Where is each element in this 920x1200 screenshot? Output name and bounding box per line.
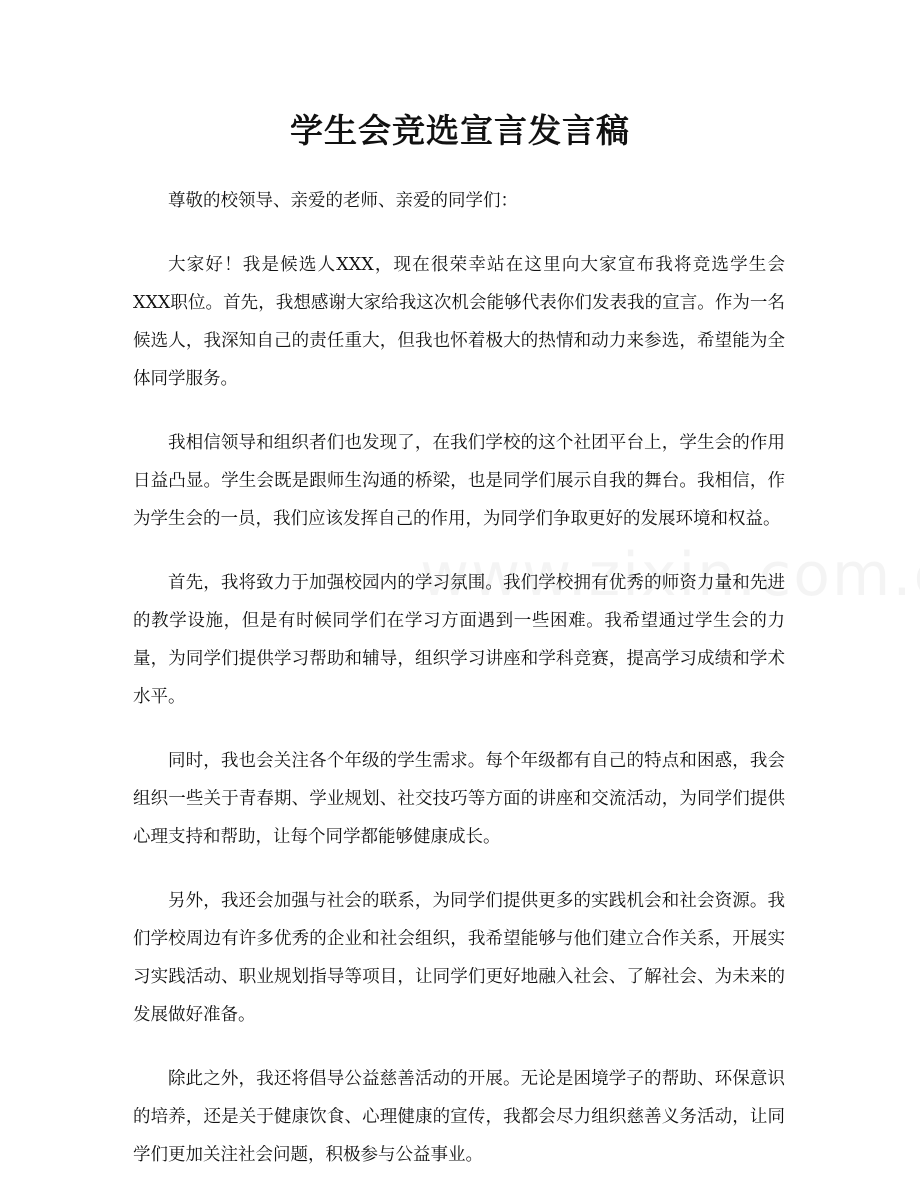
paragraph-5: 另外，我还会加强与社会的联系，为同学们提供更多的实践机会和社会资源。我们学校周边有许多优秀的企业和社会组织，我希望能够与他们建立合作关系，开展实习实践活动、职业规划指导等项目，让同学们更好地融入社会、了解社会、为未来的发展做好准备。: [133, 891, 785, 1025]
document-title: 学生会竞选宣言发言稿: [290, 111, 630, 150]
paragraph-1: 大家好！我是候选人XXX，现在很荣幸站在这里向大家宣布我将竞选学生会XXX职位。首先，我想感谢大家给我这次机会能够代表你们发表我的宣言。作为一名候选人，我深知自己的责任重大，但我也怀着极大的热情和动力来参选，希望能为全体同学服务。: [133, 255, 785, 389]
paragraph-2: 我相信领导和组织者们也发现了，在我们学校的这个社团平台上，学生会的作用日益凸显。学生会既是跟师生沟通的桥梁，也是同学们展示自我的舞台。我相信，作为学生会的一员，我们应该发挥自己的作用，为同学们争取更好的发展环境和权益。: [133, 433, 785, 529]
watermark: [420, 540, 920, 610]
document-body: [133, 182, 785, 1200]
paragraph-6: 除此之外，我还将倡导公益慈善活动的开展。无论是困境学子的帮助、环保意识的培养，还是关于健康饮食、心理健康的宣传，我都会尽力组织慈善义务活动，让同学们更加关注社会问题，积极参与公益事业。: [133, 1069, 785, 1165]
salutation: 尊敬的校领导、亲爱的老师、亲爱的同学们：: [168, 191, 518, 211]
paragraph-4: 同时，我也会关注各个年级的学生需求。每个年级都有自己的特点和困惑，我会组织一些关于青春期、学业规划、社交技巧等方面的讲座和交流活动，为同学们提供心理支持和帮助，让每个同学都能够健康成长。: [133, 751, 785, 847]
paragraph-3: 首先，我将致力于加强校园内的学习氛围。我们学校拥有优秀的师资力量和先进的教学设施，但是有时候同学们在学习方面遇到一些困难。我希望通过学生会的力量，为同学们提供学习帮助和辅导，组织学习讲座和学科竞赛，提高学习成绩和学术水平。: [133, 573, 785, 707]
